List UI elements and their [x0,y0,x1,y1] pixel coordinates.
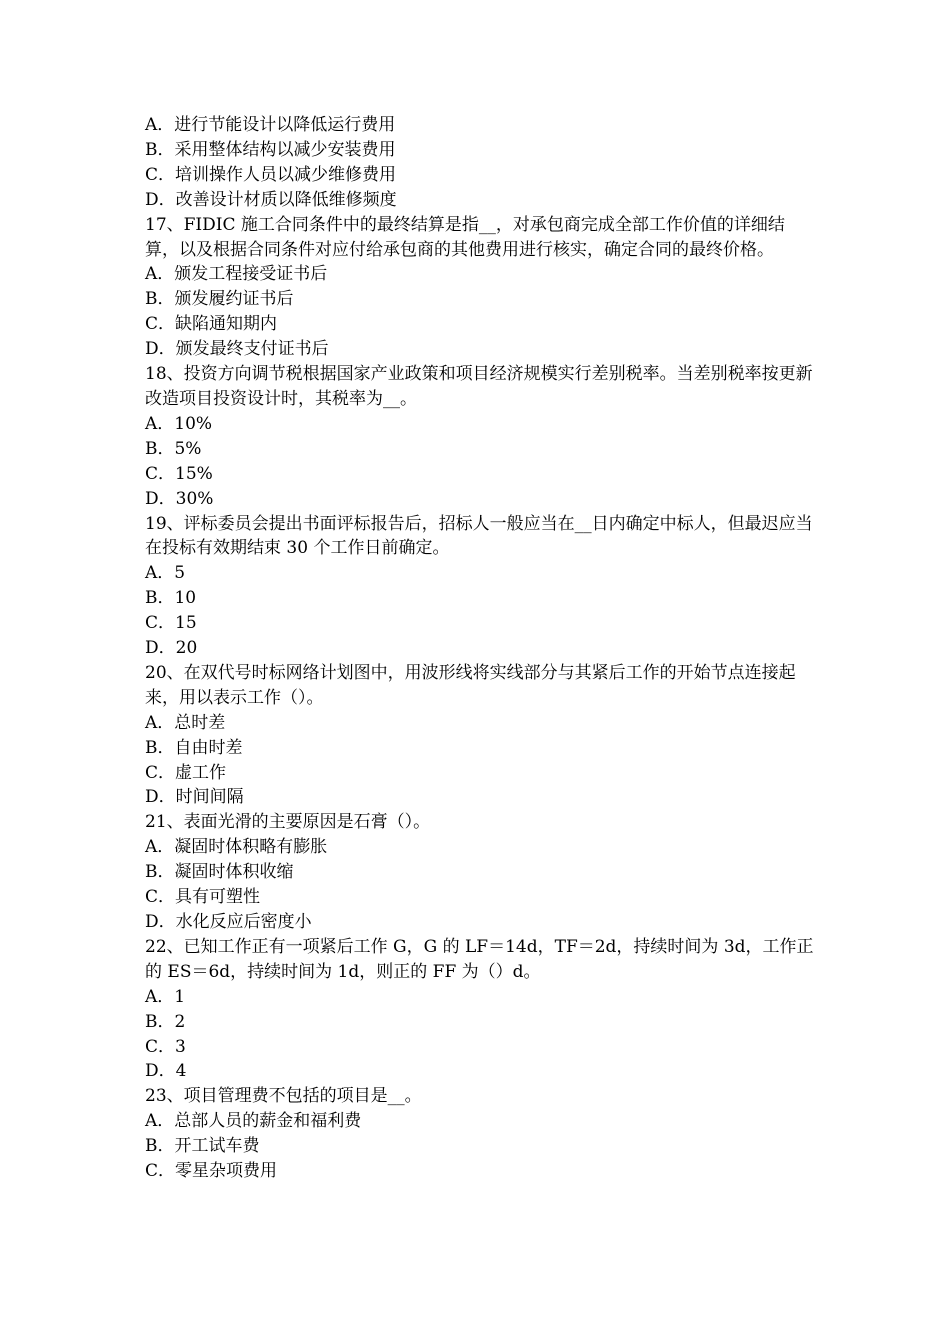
answer-option: A．5 [145,563,186,584]
answer-option: C．培训操作人员以减少维修费用 [145,164,397,185]
answer-option: B．凝固时体积收缩 [145,862,294,883]
answer-option: D．改善设计材质以降低维修频度 [145,189,397,210]
question-text: 22、已知工作正有一项紧后工作 G，G 的 LF＝14d，TF＝2d，持续时间为 3d，工作正的 ES＝6d，持续时间为 1d，则正的 FF 为（）d。 [145,936,814,982]
answer-option: A．凝固时体积略有膨胀 [145,837,328,858]
answer-option: B．颁发履约证书后 [145,289,294,310]
question-text: 23、项目管理费不包括的项目是__。 [145,1086,422,1107]
answer-option: B．2 [145,1011,186,1032]
answer-option: C．15% [145,463,213,484]
answer-option: A．1 [145,986,186,1007]
answer-option: A．总部人员的薪金和福利费 [145,1111,362,1132]
answer-option: B．开工试车费 [145,1136,260,1157]
answer-option: C．零星杂项费用 [145,1161,278,1182]
answer-option: D．20 [145,638,198,659]
document-page [145,113,815,1184]
answer-option: C．缺陷通知期内 [145,314,278,335]
answer-option: A．总时差 [145,712,226,733]
answer-option: B．10 [145,588,197,609]
answer-option: D．颁发最终支付证书后 [145,339,329,360]
answer-option: D．水化反应后密度小 [145,912,312,932]
answer-option: C．虚工作 [145,762,227,783]
question-text: 21、表面光滑的主要原因是石膏（）。 [145,812,431,833]
answer-option: D．30% [145,488,214,509]
answer-option: D．4 [145,1061,187,1082]
question-text: 19、评标委员会提出书面评标报告后，招标人一般应当在__日内确定中标人，但最迟应当在投标有效期结束 30 个工作日前确定。 [145,513,813,559]
answer-option: A．10% [145,413,213,434]
answer-option: C．3 [145,1036,186,1057]
question-text: 18、投资方向调节税根据国家产业政策和项目经济规模实行差别税率。当差别税率按更新改造项目投资设计时，其税率为__。 [145,364,813,409]
question-text: 20、在双代号时标网络计划图中，用波形线将实线部分与其紧后工作的开始节点连接起来，用以表示工作（）。 [145,662,796,708]
answer-option: A．颁发工程接受证书后 [145,264,328,285]
answer-option: B．采用整体结构以减少安装费用 [145,139,396,160]
answer-option: B．自由时差 [145,737,243,758]
answer-option: C．具有可塑性 [145,887,261,908]
answer-option: A．进行节能设计以降低运行费用 [145,115,396,135]
question-text: 17、FIDIC 施工合同条件中的最终结算是指__，对承包商完成全部工作价值的详细结算，以及根据合同条件对应付给承包商的其他费用进行核实，确定合同的最终价格。 [145,214,785,260]
answer-option: C．15 [145,613,197,634]
answer-option: B．5% [145,438,202,459]
answer-option: D．时间间隔 [145,787,244,808]
